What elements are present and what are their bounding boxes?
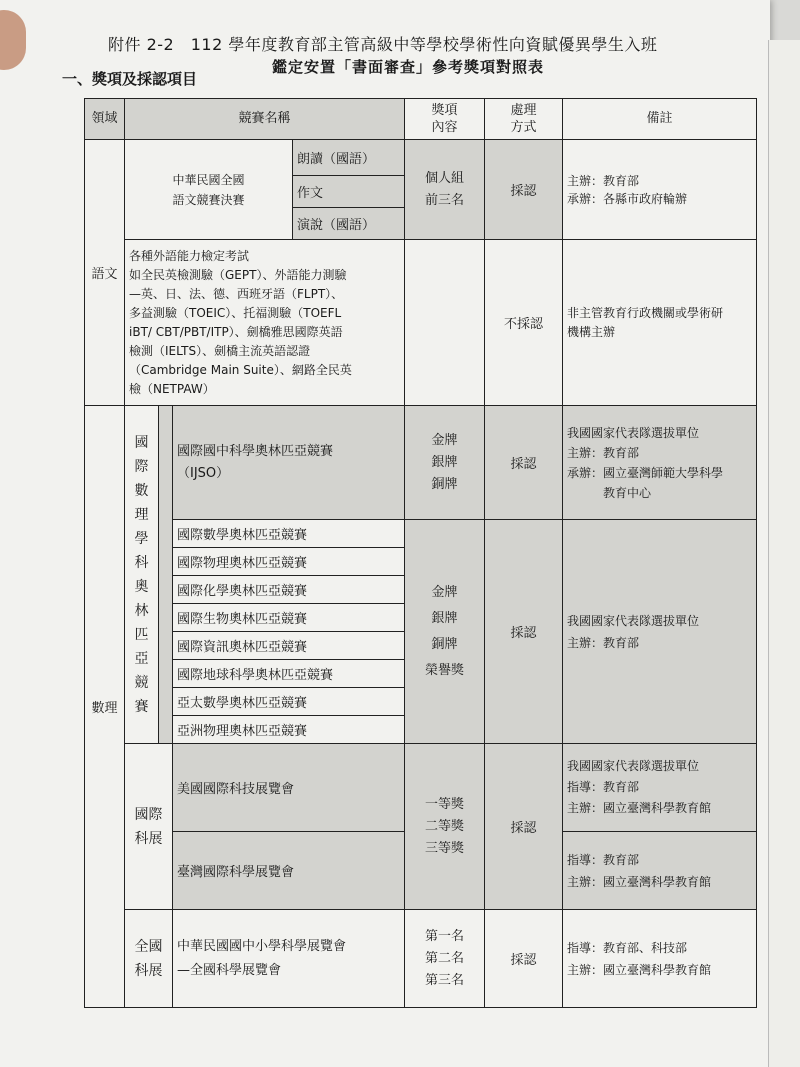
- olympiad-item: 國際數學奧林匹亞競賽: [173, 520, 405, 548]
- language-item: 演說（國語）: [293, 208, 405, 240]
- header-remarks: 備註: [563, 99, 757, 140]
- olympiad-group: 國際 數理 學科 奧林 匹亞 競賽: [125, 406, 159, 744]
- national-fair-name: 中華民國國中小學科學展覽會 —全國科學展覽會: [173, 910, 405, 1008]
- olympiad-item: 亞太數學奧林匹亞競賽: [173, 688, 405, 716]
- header-award: 獎項 內容: [405, 99, 485, 140]
- national-contest-processing: 採認: [485, 140, 563, 240]
- field-science: 數理: [85, 406, 125, 1008]
- ijso-remarks: 我國國家代表隊選拔單位 主辦：教育部 承辦：國立臺灣師範大學科學 教育中心: [563, 406, 757, 520]
- olympiads-processing: 採認: [485, 520, 563, 744]
- header-field: 領域: [85, 99, 125, 140]
- national-contest-remarks: 主辦：教育部 承辦：各縣市政府輪辦: [563, 140, 757, 240]
- table-row: [85, 744, 757, 832]
- table-row: [85, 910, 757, 1008]
- document-title-line2: 鑑定安置「書面審查」參考獎項對照表: [272, 58, 545, 76]
- foreign-tests-award: [405, 240, 485, 406]
- tisf-remarks: 指導：教育部 主辦：國立臺灣科學教育館: [563, 832, 757, 910]
- document-title-line1: 附件 2-2 112 學年度教育部主管高級中等學校學術性向資賦優異學生入班: [108, 35, 658, 54]
- olympiads-award: 金牌 銀牌 銅牌 榮譽獎: [405, 520, 485, 744]
- table-row: [85, 520, 757, 548]
- table-row: [85, 406, 757, 520]
- foreign-tests-processing: 不採認: [485, 240, 563, 406]
- national-contest-award: 個人組 前三名: [405, 140, 485, 240]
- next-page-edge: [768, 40, 800, 1067]
- national-fair-award: 第一名 第二名 第三名: [405, 910, 485, 1008]
- table-row: [85, 140, 757, 176]
- field-language: 語文: [85, 140, 125, 406]
- national-contest-name: 中華民國全國 語文競賽決賽: [125, 140, 293, 240]
- intl-fair-award: 一等獎 二等獎 三等獎: [405, 744, 485, 910]
- olympiad-item: 國際地球科學奧林匹亞競賽: [173, 660, 405, 688]
- header-processing: 處理 方式: [485, 99, 563, 140]
- olympiad-spacer: [159, 406, 173, 744]
- olympiad-item: 國際資訊奧林匹亞競賽: [173, 632, 405, 660]
- olympiad-item: 國際物理奧林匹亞競賽: [173, 548, 405, 576]
- header-competition: 競賽名稱: [125, 99, 405, 140]
- national-fair-group: 全國 科展: [125, 910, 173, 1008]
- ijso-award: 金牌 銀牌 銅牌: [405, 406, 485, 520]
- foreign-tests-remarks: 非主管教育行政機關或學術研 機構主辦: [563, 240, 757, 406]
- ijso-name: 國際國中科學奧林匹亞競賽 （IJSO）: [173, 406, 405, 520]
- olympiad-item: 國際化學奧林匹亞競賽: [173, 576, 405, 604]
- intl-fair-group: 國際 科展: [125, 744, 173, 910]
- olympiads-remarks: 我國國家代表隊選拔單位 主辦：教育部: [563, 520, 757, 744]
- table-row: [85, 240, 757, 406]
- intl-fair-processing: 採認: [485, 744, 563, 910]
- isef-remarks: 我國國家代表隊選拔單位 指導：教育部 主辦：國立臺灣科學教育館: [563, 744, 757, 832]
- awards-table: [84, 98, 757, 1008]
- section-heading: 一、獎項及採認項目: [62, 70, 198, 88]
- intl-fair-item: 美國國際科技展覽會: [173, 744, 405, 832]
- national-fair-processing: 採認: [485, 910, 563, 1008]
- language-item: 朗讀（國語）: [293, 140, 405, 176]
- olympiad-item: 亞洲物理奧林匹亞競賽: [173, 716, 405, 744]
- olympiad-item: 國際生物奧林匹亞競賽: [173, 604, 405, 632]
- finger-edge: [0, 10, 26, 70]
- intl-fair-item: 臺灣國際科學展覽會: [173, 832, 405, 910]
- ijso-processing: 採認: [485, 406, 563, 520]
- table-header-row: [85, 99, 757, 140]
- national-fair-remarks: 指導：教育部、科技部 主辦：國立臺灣科學教育館: [563, 910, 757, 1008]
- foreign-tests-name: 各種外語能力檢定考試 如全民英檢測驗（GEPT）、外語能力測驗 —英、日、法、德、西班牙語（FLPT）、 多益測驗（TOEIC）、托福測驗（TOEFL iBT/ CBT/PBT/ITP）、劍橋雅思國際英語 檢測（IELTS）、劍橋主流英語認證 （Cambridge Main Suite）、網路全民英 檢（NETPAW）: [125, 240, 405, 406]
- language-item: 作文: [293, 176, 405, 208]
